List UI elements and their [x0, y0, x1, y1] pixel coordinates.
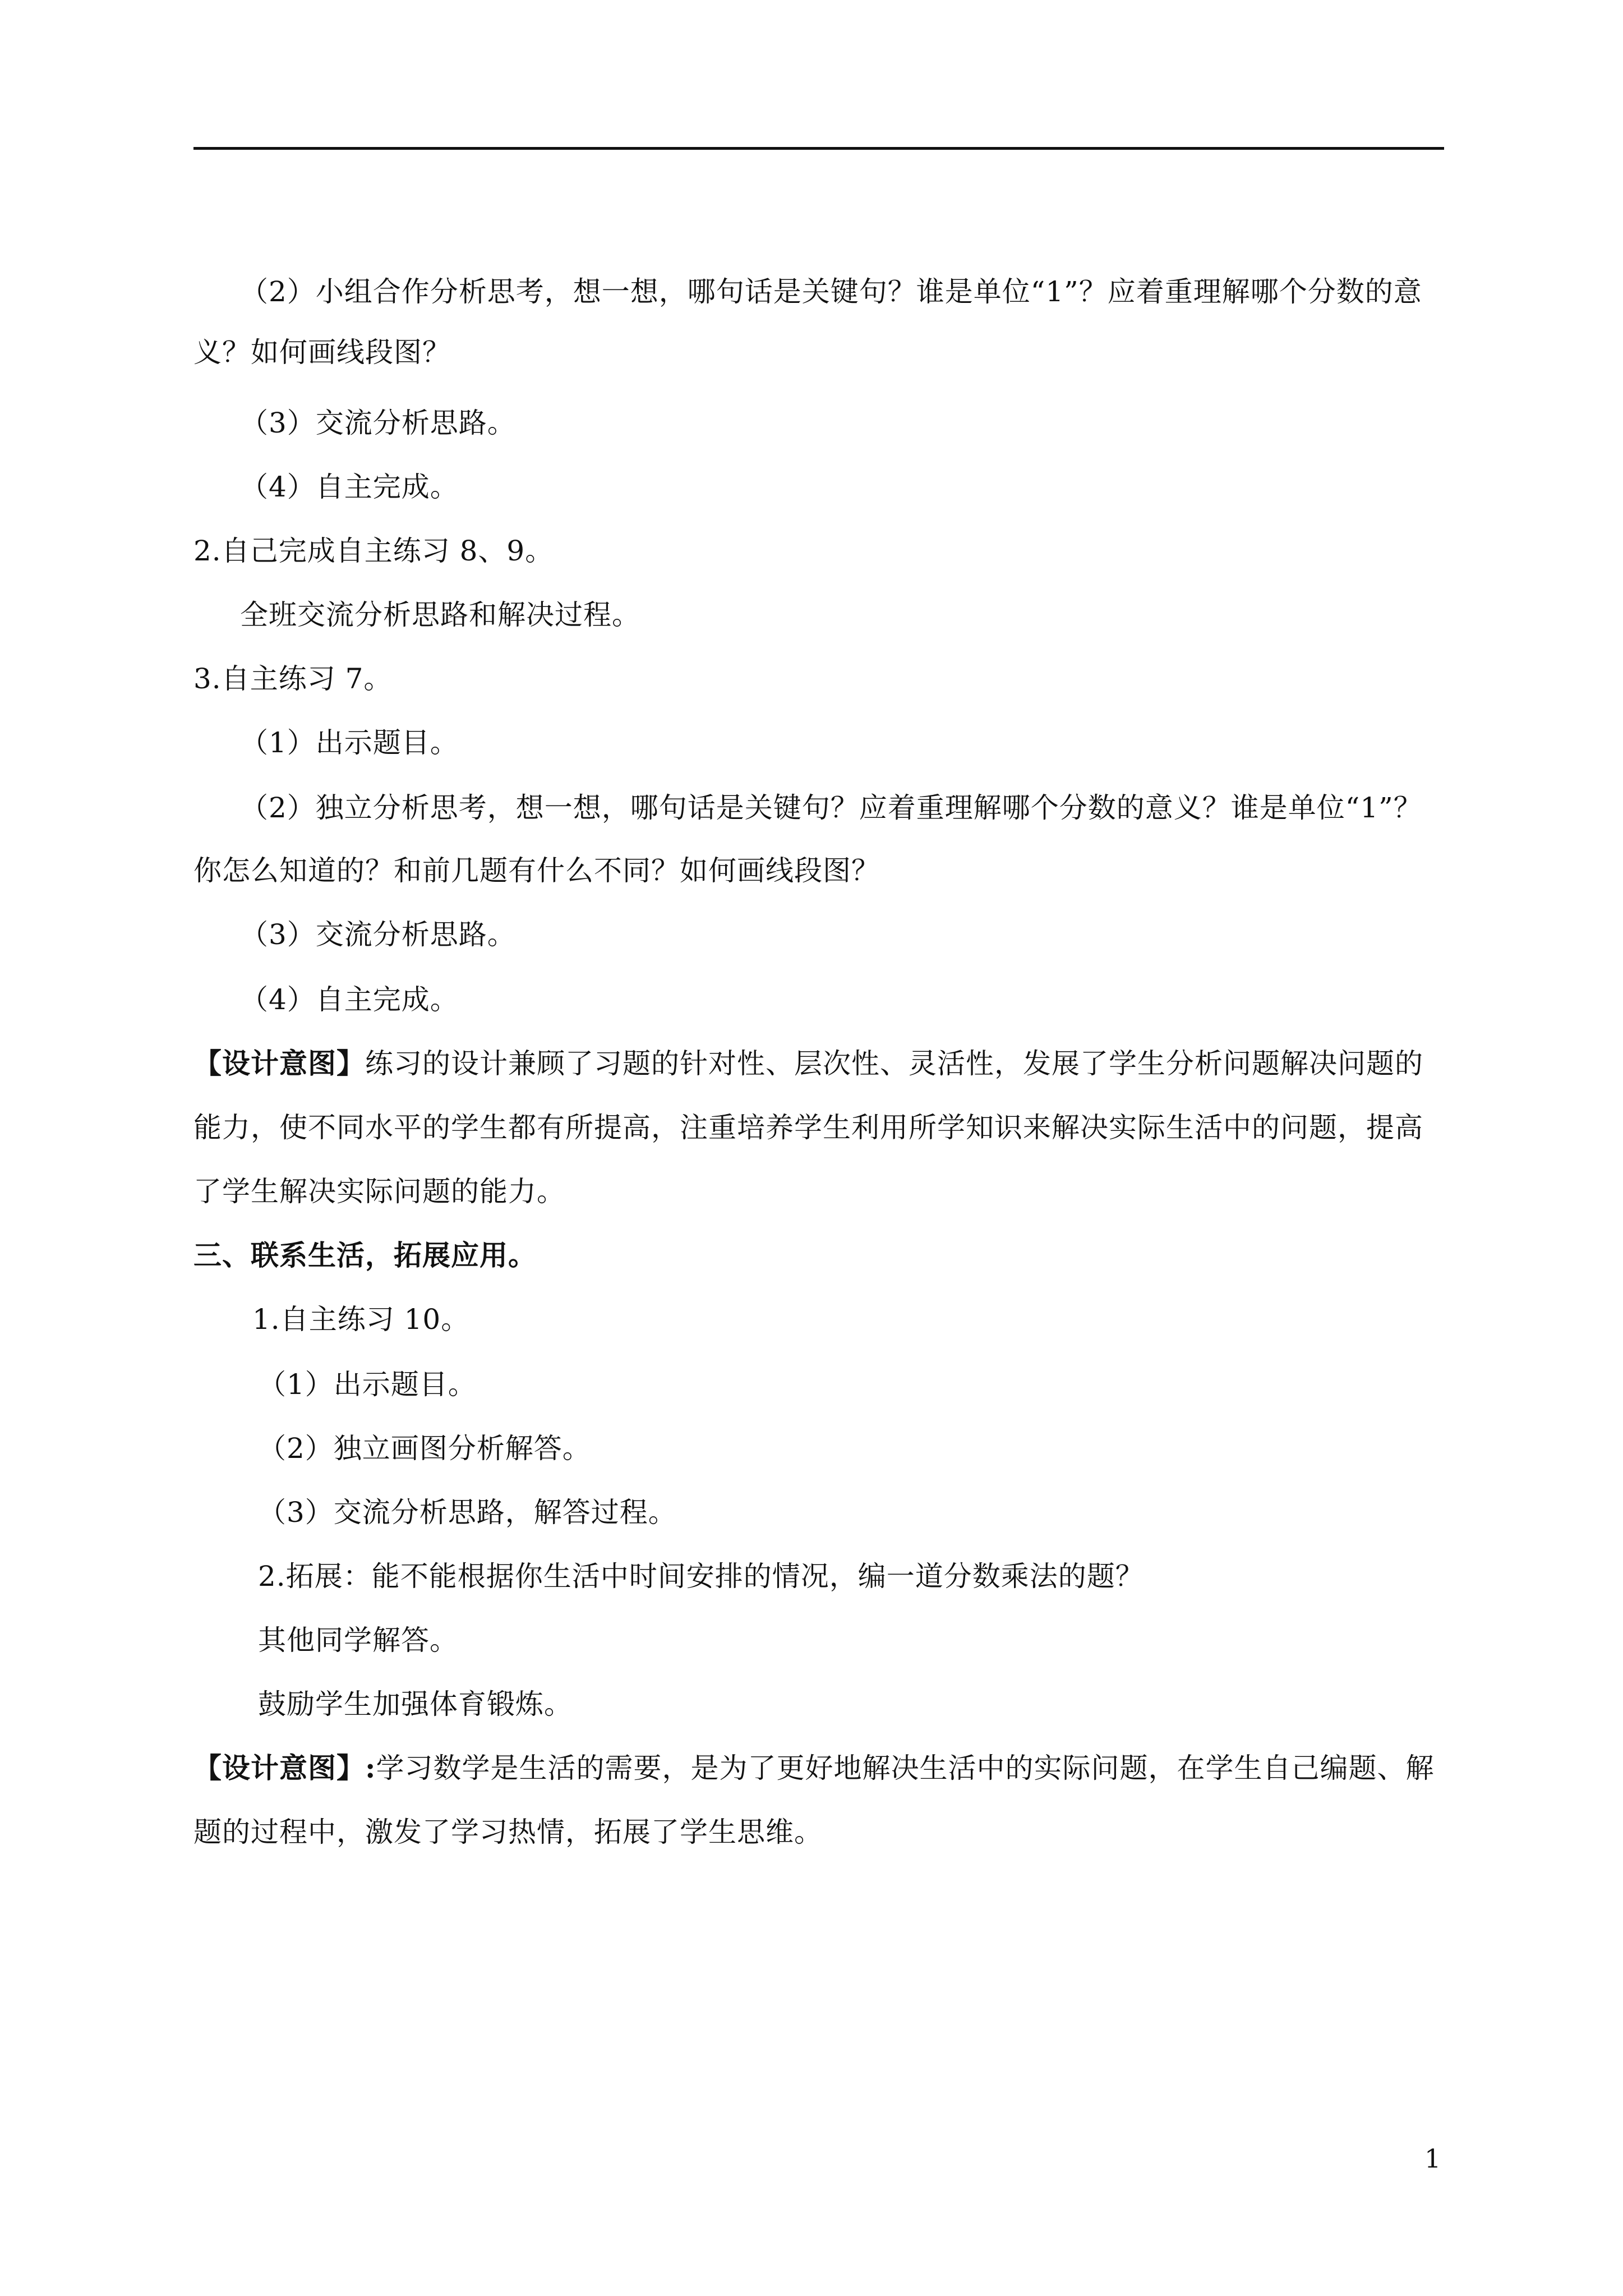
text-line: （1）出示题目。 [240, 726, 459, 759]
text-line: 全班交流分析思路和解决过程。 [240, 599, 640, 631]
text-line: （3）交流分析思路。 [240, 918, 516, 951]
text-line: （1）出示题目。 [258, 1368, 477, 1401]
text-line: 3.自主练习 7。 [193, 662, 393, 695]
text-line: 2.自己完成自主练习 8、9。 [193, 535, 554, 567]
text-line: （4）自主完成。 [240, 471, 459, 503]
text-line: 了学生解决实际问题的能力。 [193, 1175, 565, 1208]
page-number: 1 [1424, 2143, 1441, 2174]
text-line: 义？如何画线段图？ [193, 336, 451, 369]
text-line: 你怎么知道的？和前几题有什么不同？如何画线段图？ [193, 854, 880, 887]
text-line: 1.自主练习 10。 [252, 1303, 470, 1336]
text-line: 练习的设计兼顾了习题的针对性、层次性、灵活性，发展了学生分析问题解决问题的 [365, 1047, 1423, 1080]
text-line: 学习数学是生活的需要，是为了更好地解决生活中的实际问题，在学生自己编题、解 [376, 1752, 1435, 1784]
design-intent-label: 【设计意图】: [193, 1751, 376, 1784]
header-rule [193, 147, 1444, 150]
text-line: （3）交流分析思路。 [240, 407, 516, 439]
section-heading: 三、联系生活，拓展应用。 [193, 1239, 537, 1272]
text-line: 能力，使不同水平的学生都有所提高，注重培养学生利用所学知识来解决实际生活中的问题，提高 [193, 1111, 1423, 1144]
design-intent-paragraph-2 [193, 1751, 1434, 1785]
text-line: （3）交流分析思路，解答过程。 [258, 1496, 677, 1529]
design-intent-label: 【设计意图】 [193, 1047, 365, 1080]
design-intent-paragraph-1 [193, 1047, 1423, 1080]
text-line: （2）独立画图分析解答。 [258, 1432, 591, 1465]
text-line: （4）自主完成。 [240, 983, 459, 1016]
text-line: （2）小组合作分析思考，想一想，哪句话是关键句？谁是单位“1”？应着重理解哪个分数的意 [240, 275, 1422, 308]
text-line: （2）独立分析思考，想一想，哪句话是关键句？应着重理解哪个分数的意义？谁是单位“1”？ [240, 792, 1422, 824]
text-line: 鼓励学生加强体育锻炼。 [258, 1688, 573, 1720]
text-line: 其他同学解答。 [258, 1624, 458, 1657]
text-line: 题的过程中，激发了学习热情，拓展了学生思维。 [193, 1816, 823, 1848]
text-line: 2.拓展：能不能根据你生活中时间安排的情况，编一道分数乘法的题？ [258, 1560, 1144, 1593]
